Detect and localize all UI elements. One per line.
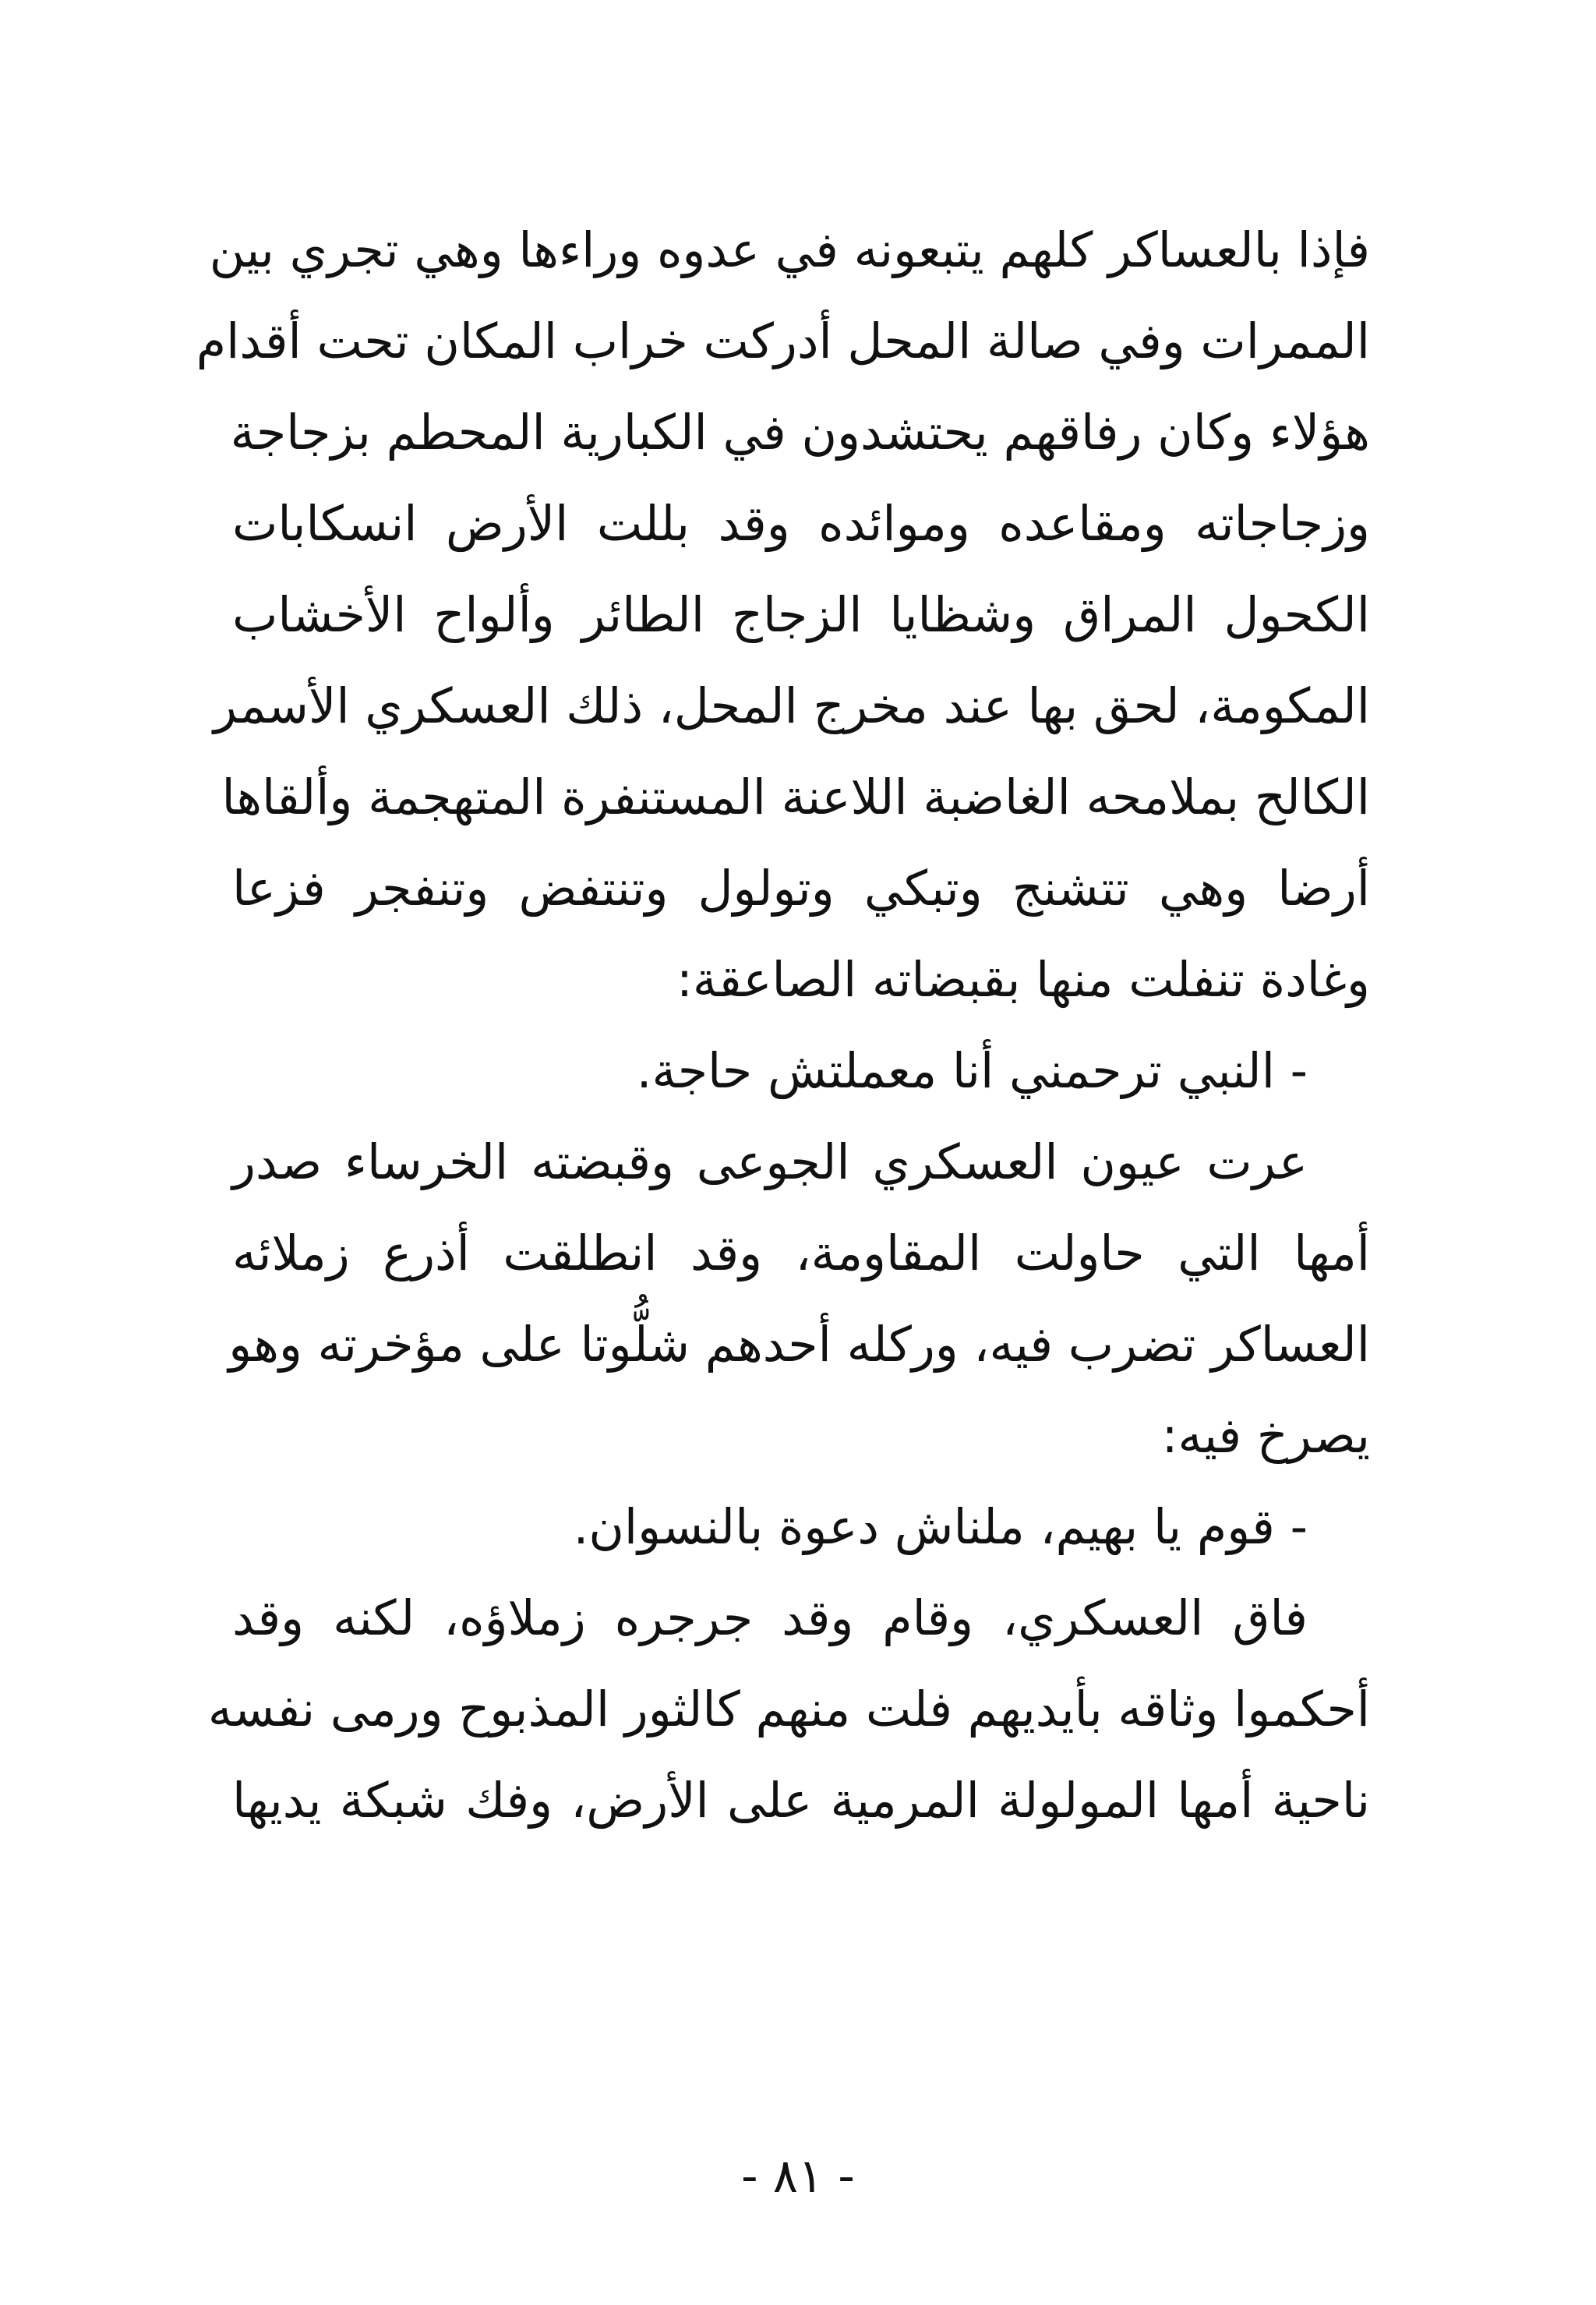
- text-line-13: العساكر تضرب فيه، وركله أحدهم شلُّوتا على مؤخرته وهو: [228, 1316, 1370, 1373]
- text-line-8: أرضا وهي تتشنج وتبكي وتولول وتنتفض وتنفجر فزعا: [232, 860, 1370, 917]
- text-line-11: عرت عيون العسكري الجوعى وقبضته الخرساء صدر: [232, 1133, 1308, 1190]
- text-line-9: وغادة تنفلت منها بقبضاته الصاعقة:: [676, 951, 1370, 1008]
- text-line-3: هؤلاء وكان رفاقهم يحتشدون في الكبارية المحطم بزجاجة: [230, 404, 1370, 461]
- text-line-16: فاق العسكري، وقام وقد جرجره زملاؤه، لكنه وقد: [232, 1589, 1308, 1646]
- text-line-1: فإذا بالعساكر كلهم يتبعونه في عدوه وراءها وهي تجري بين: [209, 221, 1370, 278]
- text-line-4: وزجاجاته ومقاعده وموائده وقد بللت الأرض انسكابات: [232, 495, 1370, 552]
- text-line-12: أمها التي حاولت المقاومة، وقد انطلقت أذرع زملائه: [232, 1225, 1370, 1282]
- text-line-18: ناحية أمها المولولة المرمية على الأرض، وفك شبكة يديها: [232, 1772, 1370, 1829]
- text-line-5: الكحول المراق وشظايا الزجاج الطائر وألواح الأخشاب: [232, 586, 1370, 643]
- dialogue-line-1: - النبي ترحمني أنا معملتش حاجة.: [636, 1042, 1308, 1099]
- text-line-2: الممرات وفي صالة المحل أدركت خراب المكان تحت أقدام: [196, 313, 1370, 369]
- body-text: [196, 204, 1370, 1846]
- text-line-7: الكالح بملامحه الغاضبة اللاعنة المستنفرة المتهجمة وألقاها: [221, 769, 1370, 825]
- text-line-6: المكومة، لحق بها عند مخرج المحل، ذلك العسكري الأسمر: [213, 677, 1370, 734]
- page-number: - ٨١ -: [741, 2149, 855, 2204]
- text-line-14: يصرخ فيه:: [1161, 1407, 1370, 1464]
- text-line-17: أحكموا وثاقه بأيديهم فلت منهم كالثور المذبوح ورمى نفسه: [207, 1681, 1370, 1738]
- dialogue-line-2: - قوم يا بهيم، ملناش دعوة بالنسوان.: [573, 1498, 1308, 1555]
